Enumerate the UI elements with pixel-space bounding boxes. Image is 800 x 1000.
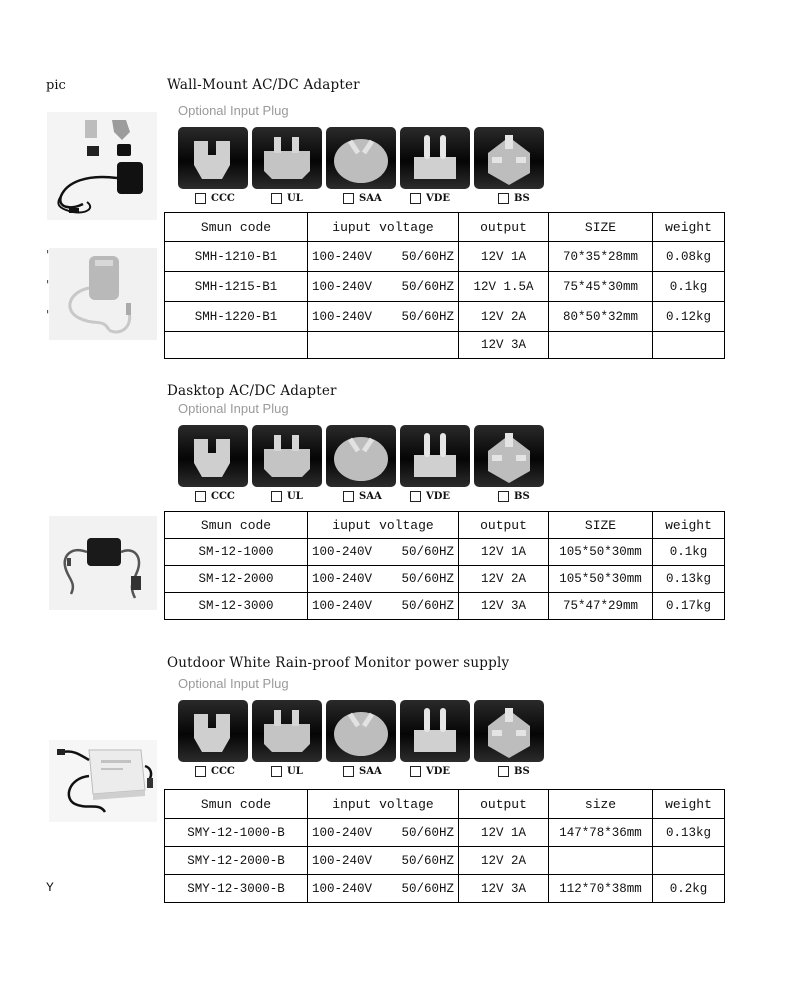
- saa-plug-icon: [326, 700, 396, 762]
- vde-plug-icon: [400, 700, 470, 762]
- cell-voltage: 100-240V 50/60HZ: [308, 875, 459, 903]
- cell-voltage: 100-240V 50/60HZ: [308, 593, 459, 620]
- cell-weight: [653, 332, 725, 359]
- table-row: [165, 875, 725, 903]
- ccc-plug-icon: [178, 127, 248, 189]
- cell-size: 80*50*32mm: [549, 302, 653, 332]
- ccc-checkbox[interactable]: CCC: [195, 193, 235, 204]
- cell-output: 12V 1A: [459, 539, 549, 566]
- cell-weight: [653, 847, 725, 875]
- cell-output: 12V 1.5A: [459, 272, 549, 302]
- cell-code: SMY-12-1000-B: [165, 819, 308, 847]
- ccc-plug-icon: [178, 425, 248, 487]
- desktop-adapter-photo: [49, 516, 157, 610]
- table-row: [165, 847, 725, 875]
- cell-size: 75*45*30mm: [549, 272, 653, 302]
- section-title-outdoor: Outdoor White Rain-proof Monitor power supply: [167, 655, 510, 671]
- cell-code: SMH-1215-B1: [165, 272, 308, 302]
- cell-size: 105*50*30mm: [549, 566, 653, 593]
- optional-input-plug-label: Optional Input Plug: [178, 401, 289, 416]
- plug-options-row: [178, 127, 550, 191]
- cell-weight: 0.1kg: [653, 272, 725, 302]
- cell-output: 12V 3A: [459, 332, 549, 359]
- cell-code: [165, 332, 308, 359]
- cell-code: SMH-1220-B1: [165, 302, 308, 332]
- saa-plug-icon: [326, 425, 396, 487]
- wall-adapter-kit-photo: [47, 112, 157, 220]
- ul-checkbox[interactable]: UL: [271, 766, 303, 777]
- cell-weight: 0.12kg: [653, 302, 725, 332]
- saa-checkbox[interactable]: SAA: [343, 491, 382, 502]
- section-title-wall-mount: Wall-Mount AC/DC Adapter: [167, 77, 360, 93]
- cell-output: 12V 2A: [459, 302, 549, 332]
- optional-input-plug-label: Optional Input Plug: [178, 676, 289, 691]
- cell-size: [549, 332, 653, 359]
- cell-weight: 0.17kg: [653, 593, 725, 620]
- saa-checkbox[interactable]: SAA: [343, 766, 382, 777]
- table-row: [165, 272, 725, 302]
- cell-output: 12V 2A: [459, 847, 549, 875]
- table-header-row: [165, 790, 725, 819]
- cell-voltage: 100-240V 50/60HZ: [308, 302, 459, 332]
- header-voltage: iuput voltage: [308, 512, 459, 539]
- plug-checkbox-row: [178, 491, 550, 507]
- header-output: output: [459, 213, 549, 242]
- vde-checkbox[interactable]: VDE: [410, 193, 450, 204]
- bs-plug-icon: [474, 700, 544, 762]
- spec-table-wall-mount: [164, 212, 725, 359]
- ul-checkbox[interactable]: UL: [271, 193, 303, 204]
- vde-plug-icon: [400, 425, 470, 487]
- cell-weight: 0.08kg: [653, 242, 725, 272]
- cell-voltage: 100-240V 50/60HZ: [308, 566, 459, 593]
- cell-voltage: 100-240V 50/60HZ: [308, 847, 459, 875]
- ul-checkbox[interactable]: UL: [271, 491, 303, 502]
- cell-size: [549, 847, 653, 875]
- cell-size: 75*47*29mm: [549, 593, 653, 620]
- ul-plug-icon: [252, 700, 322, 762]
- cell-code: SMY-12-2000-B: [165, 847, 308, 875]
- y-label: Y: [46, 880, 54, 895]
- stray-mark: ': [46, 248, 50, 262]
- ccc-checkbox[interactable]: CCC: [195, 766, 235, 777]
- header-code: Smun code: [165, 512, 308, 539]
- header-voltage: input voltage: [308, 790, 459, 819]
- table-row: [165, 593, 725, 620]
- cell-output: 12V 2A: [459, 566, 549, 593]
- header-weight: weight: [653, 213, 725, 242]
- bs-checkbox[interactable]: BS: [498, 491, 530, 502]
- cell-voltage: 100-240V 50/60HZ: [308, 819, 459, 847]
- ccc-checkbox[interactable]: CCC: [195, 491, 235, 502]
- plug-options-row: [178, 700, 550, 764]
- table-row: [165, 539, 725, 566]
- ccc-plug-icon: [178, 700, 248, 762]
- saa-checkbox[interactable]: SAA: [343, 193, 382, 204]
- cell-voltage: 100-240V 50/60HZ: [308, 272, 459, 302]
- header-size: SIZE: [549, 512, 653, 539]
- outdoor-power-box-photo: [49, 740, 157, 822]
- header-weight: weight: [653, 790, 725, 819]
- header-code: Smun code: [165, 790, 308, 819]
- table-header-row: [165, 512, 725, 539]
- spec-table-outdoor: [164, 789, 725, 903]
- cell-voltage: 100-240V 50/60HZ: [308, 539, 459, 566]
- stray-mark: ': [46, 278, 50, 292]
- grey-wall-adapter-photo: [49, 248, 157, 340]
- cell-output: 12V 3A: [459, 875, 549, 903]
- header-size: size: [549, 790, 653, 819]
- table-row: [165, 302, 725, 332]
- cell-size: 70*35*28mm: [549, 242, 653, 272]
- cell-size: 105*50*30mm: [549, 539, 653, 566]
- cell-code: SM-12-3000: [165, 593, 308, 620]
- cell-voltage: 100-240V 50/60HZ: [308, 242, 459, 272]
- cell-voltage: [308, 332, 459, 359]
- table-header-row: [165, 213, 725, 242]
- table-row: [165, 242, 725, 272]
- section-title-desktop: Dasktop AC/DC Adapter: [167, 383, 337, 399]
- header-size: SIZE: [549, 213, 653, 242]
- cell-weight: 0.1kg: [653, 539, 725, 566]
- optional-input-plug-label: Optional Input Plug: [178, 103, 289, 118]
- cell-code: SM-12-1000: [165, 539, 308, 566]
- cell-output: 12V 3A: [459, 593, 549, 620]
- cell-weight: 0.2kg: [653, 875, 725, 903]
- header-output: output: [459, 790, 549, 819]
- bs-plug-icon: [474, 127, 544, 189]
- vde-plug-icon: [400, 127, 470, 189]
- header-voltage: iuput voltage: [308, 213, 459, 242]
- plug-checkbox-row: [178, 193, 550, 209]
- cell-code: SM-12-2000: [165, 566, 308, 593]
- ul-plug-icon: [252, 425, 322, 487]
- table-row: [165, 566, 725, 593]
- table-row: [165, 819, 725, 847]
- cell-weight: 0.13kg: [653, 566, 725, 593]
- cell-size: 147*78*36mm: [549, 819, 653, 847]
- cell-size: 112*70*38mm: [549, 875, 653, 903]
- header-output: output: [459, 512, 549, 539]
- header-code: Smun code: [165, 213, 308, 242]
- cell-output: 12V 1A: [459, 242, 549, 272]
- cell-output: 12V 1A: [459, 819, 549, 847]
- cell-code: SMH-1210-B1: [165, 242, 308, 272]
- table-row: [165, 332, 725, 359]
- vde-checkbox[interactable]: VDE: [410, 491, 450, 502]
- spec-table-desktop: [164, 511, 725, 620]
- bs-plug-icon: [474, 425, 544, 487]
- plug-options-row: [178, 425, 550, 489]
- pic-label: pic: [46, 78, 66, 93]
- bs-checkbox[interactable]: BS: [498, 193, 530, 204]
- bs-checkbox[interactable]: BS: [498, 766, 530, 777]
- header-weight: weight: [653, 512, 725, 539]
- ul-plug-icon: [252, 127, 322, 189]
- vde-checkbox[interactable]: VDE: [410, 766, 450, 777]
- plug-checkbox-row: [178, 766, 550, 782]
- stray-mark: ': [46, 308, 50, 322]
- cell-code: SMY-12-3000-B: [165, 875, 308, 903]
- saa-plug-icon: [326, 127, 396, 189]
- cell-weight: 0.13kg: [653, 819, 725, 847]
